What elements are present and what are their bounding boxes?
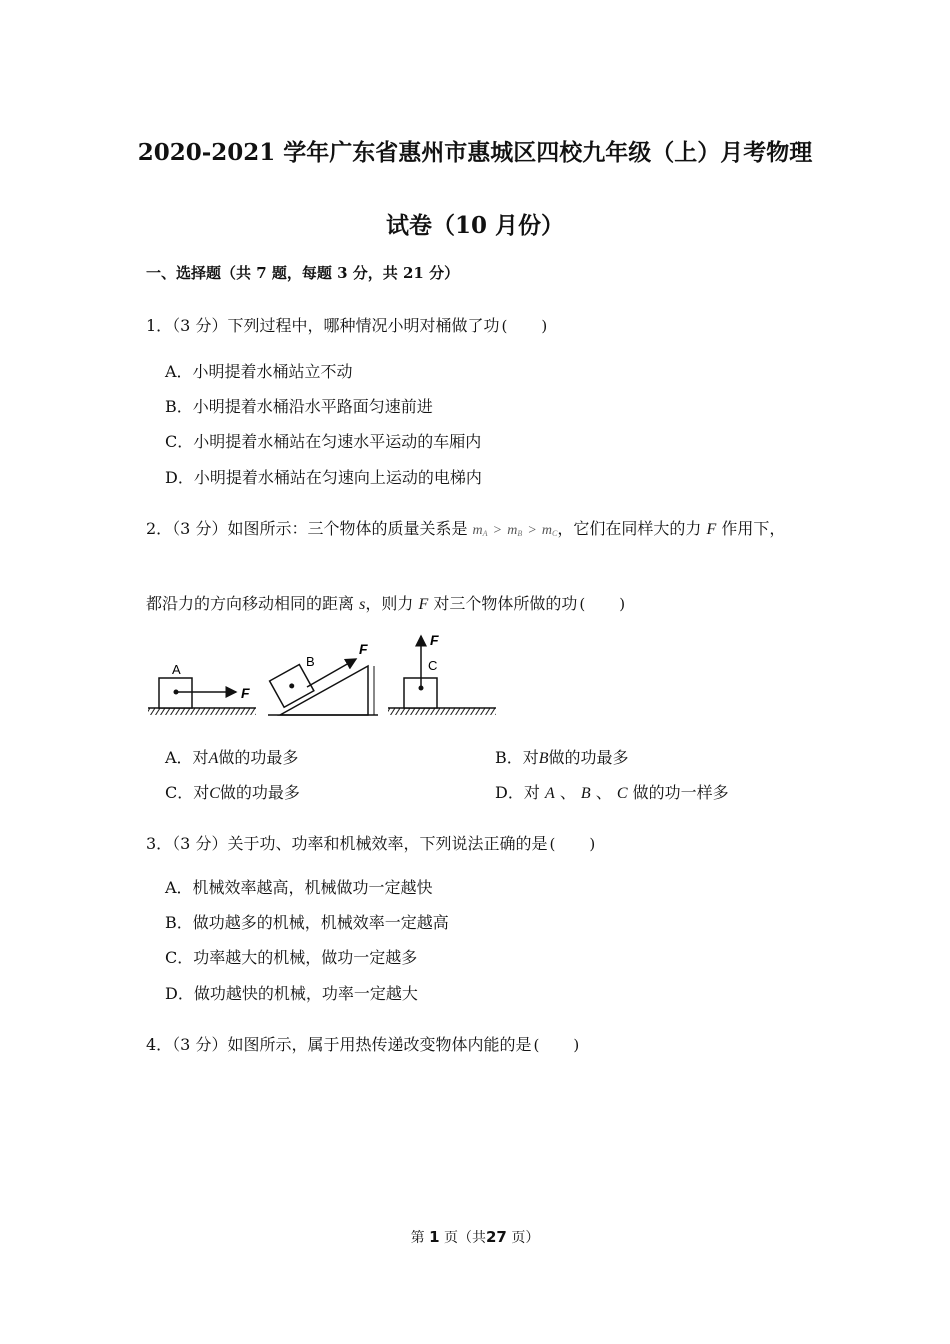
page-total: 27 bbox=[486, 1228, 507, 1246]
answer-paren: ( ) bbox=[501, 317, 548, 335]
page-footer: 第 1 页（共27 页） bbox=[410, 1228, 540, 1246]
question-2-stem-line2 bbox=[146, 591, 625, 614]
force-label-c: F bbox=[430, 632, 439, 648]
ground-hatch-c bbox=[388, 708, 496, 715]
question-2-option-b: B．对B做的功最多 bbox=[495, 748, 629, 767]
answer-paren: ( ) bbox=[579, 595, 626, 613]
force-variable: F bbox=[418, 596, 429, 613]
document-title-line2: 试卷（10 月份） bbox=[385, 212, 564, 239]
question-2-text-b: ，它们在同样大的力 bbox=[557, 519, 702, 538]
question-2-text-a: 2．（3 分）如图所示：三个物体的质量关系是 bbox=[146, 519, 468, 538]
question-2-text-c: 作用下， bbox=[721, 519, 786, 538]
ground-hatch-a bbox=[148, 708, 256, 715]
question-3-option-c: C．功率越大的机械，做功一定越多 bbox=[165, 948, 418, 967]
question-1-option-c: C．小明提着水桶站在匀速水平运动的车厢内 bbox=[165, 432, 482, 451]
question-2-text-f: 对三个物体所做的功 bbox=[433, 594, 578, 613]
question-2-option-c: C．对C做的功最多 bbox=[165, 783, 300, 802]
question-2-option-d: D．对 A 、 B 、 C 做的功一样多 bbox=[495, 783, 729, 802]
mass-a: $m_A$ bbox=[472, 523, 488, 538]
question-3-option-a: A．机械效率越高，机械做功一定越快 bbox=[165, 878, 433, 897]
label-c: C bbox=[428, 658, 438, 673]
question-1-option-b: B．小明提着水桶沿水平路面匀速前进 bbox=[165, 397, 433, 416]
question-2-figure bbox=[140, 628, 510, 724]
document-title-line1: 2020-2021 学年广东省惠州市惠城区四校九年级（上）月考物理 bbox=[137, 139, 813, 166]
question-2-stem-line1 bbox=[146, 516, 785, 539]
question-1-option-d: D．小明提着水桶站在匀速向上运动的电梯内 bbox=[165, 468, 482, 487]
force-label-a: F bbox=[241, 685, 250, 701]
question-2-text-d: 都沿力的方向移动相同的距离 bbox=[146, 594, 355, 613]
question-4-text: 4．（3 分）如图所示，属于用热传递改变物体内能的是 bbox=[146, 1035, 532, 1054]
force-label-b: F bbox=[359, 641, 368, 657]
answer-paren: ( ) bbox=[533, 1036, 580, 1054]
force-variable: F bbox=[706, 521, 717, 538]
section-heading: 一、选择题（共 7 题，每题 3 分，共 21 分） bbox=[146, 264, 460, 282]
question-1-option-a: A．小明提着水桶站立不动 bbox=[165, 362, 353, 381]
mass-b: $m_B$ bbox=[507, 523, 523, 538]
question-3-option-d: D．做功越快的机械，功率一定越大 bbox=[165, 984, 418, 1003]
figure-panel-c bbox=[388, 632, 496, 715]
question-1-text: 1．（3 分）下列过程中，哪种情况小明对桶做了功 bbox=[146, 316, 500, 335]
page-number: 1 bbox=[429, 1228, 440, 1246]
figure-panel-a bbox=[148, 662, 256, 715]
gt-sign-1: > bbox=[492, 523, 503, 538]
question-3-stem bbox=[146, 831, 595, 854]
question-4-stem bbox=[146, 1032, 579, 1055]
figure-panel-b bbox=[268, 641, 378, 715]
answer-paren: ( ) bbox=[549, 835, 596, 853]
label-a: A bbox=[172, 662, 181, 677]
question-2-option-a: A．对A做的功最多 bbox=[165, 748, 299, 767]
question-2-text-e: ，则力 bbox=[365, 594, 414, 613]
distance-variable: s bbox=[359, 596, 366, 613]
question-3-text: 3．（3 分）关于功、功率和机械效率，下列说法正确的是 bbox=[146, 834, 548, 853]
question-3-option-b: B．做功越多的机械，机械效率一定越高 bbox=[165, 913, 449, 932]
mass-c: $m_C$ bbox=[541, 523, 558, 538]
label-b: B bbox=[306, 654, 315, 669]
question-1-stem bbox=[146, 313, 547, 336]
gt-sign-2: > bbox=[527, 523, 537, 538]
